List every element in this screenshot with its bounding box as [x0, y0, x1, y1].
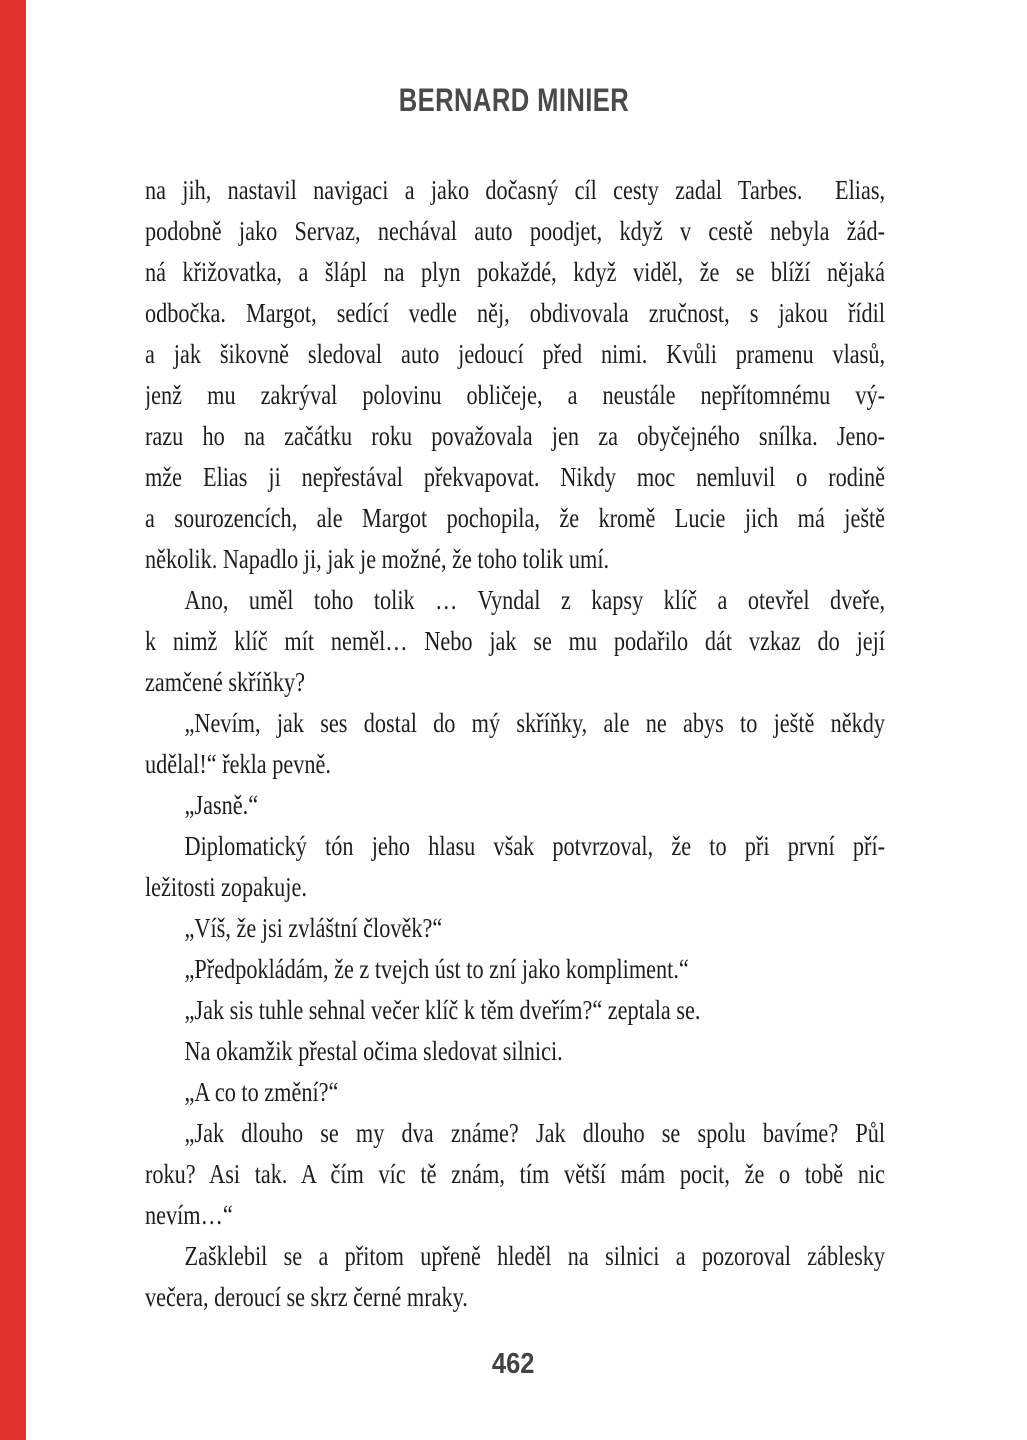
- body-line: na jih, nastavil navigaci a jako dočasný cíl cesty zadal Tarbes. Elias,: [145, 175, 886, 205]
- body-line: podobně jako Servaz, nechával auto poodjet, když v cestě nebyla žád-: [145, 216, 886, 246]
- body-line: „Jak sis tuhle sehnal večer klíč k těm dveřím?“ zeptala se.: [184, 995, 701, 1025]
- body-line: mže Elias ji nepřestával překvapovat. Nikdy moc nemluvil o rodině: [145, 462, 886, 492]
- body-line: ná křižovatka, a šlápl na plyn pokaždé, když viděl, že se blíží nějaká: [145, 257, 886, 287]
- body-line: „Jasně.“: [184, 790, 259, 820]
- body-line: „Jak dlouho se my dva známe? Jak dlouho se spolu bavíme? Půl: [184, 1118, 886, 1148]
- body-line: Zašklebil se a přitom upřeně hleděl na silnici a pozoroval záblesky: [184, 1241, 886, 1271]
- body-line: „Předpokládám, že z tvejch úst to zní jako kompliment.“: [184, 954, 689, 984]
- body-line: Diplomatický tón jeho hlasu však potvrzoval, že to při první pří-: [184, 831, 886, 861]
- body-line: Ano, uměl toho tolik … Vyndal z kapsy klíč a otevřel dveře,: [184, 585, 886, 615]
- running-header-author: BERNARD MINIER: [398, 82, 629, 118]
- body-line: a sourozencích, ale Margot pochopila, že kromě Lucie jich má ještě: [145, 503, 886, 533]
- page-number: 462: [492, 1348, 535, 1380]
- page-footer: [0, 1348, 1027, 1380]
- body-line: Na okamžik přestal očima sledovat silnici.: [184, 1036, 563, 1066]
- body-line: nevím…“: [145, 1200, 233, 1230]
- body-line: roku? Asi tak. A čím víc tě znám, tím větší mám pocit, že o tobě nic: [145, 1159, 886, 1189]
- body-line: večera, deroucí se skrz černé mraky.: [145, 1282, 468, 1312]
- body-line: několik. Napadlo ji, jak je možné, že toho tolik umí.: [145, 544, 610, 574]
- body-line: razu ho na začátku roku považovala jen za obyčejného snílka. Jeno-: [145, 421, 886, 451]
- body-line: udělal!“ řekla pevně.: [145, 749, 331, 779]
- running-header: [0, 82, 1027, 118]
- body-line: „A co to změní?“: [184, 1077, 339, 1107]
- body-line: „Nevím, jak ses dostal do mý skříňky, ale ne abys to ještě někdy: [184, 708, 886, 738]
- body-line: k nimž klíč mít neměl… Nebo jak se mu podařilo dát vzkaz do její: [145, 626, 886, 656]
- body-line: a jak šikovně sledoval auto jedoucí před nimi. Kvůli pramenu vlasů,: [145, 339, 886, 369]
- body-line: zamčené skříňky?: [145, 667, 306, 697]
- body-text: [145, 170, 885, 1318]
- body-line: „Víš, že jsi zvláštní člověk?“: [184, 913, 443, 943]
- body-line: jenž mu zakrýval polovinu obličeje, a neustále nepřítomnému vý-: [145, 380, 886, 410]
- body-line: odbočka. Margot, sedící vedle něj, obdivovala zručnost, s jakou řídil: [145, 298, 886, 328]
- page-edge-bar: [0, 0, 26, 1440]
- body-line: ležitosti zopakuje.: [145, 872, 307, 902]
